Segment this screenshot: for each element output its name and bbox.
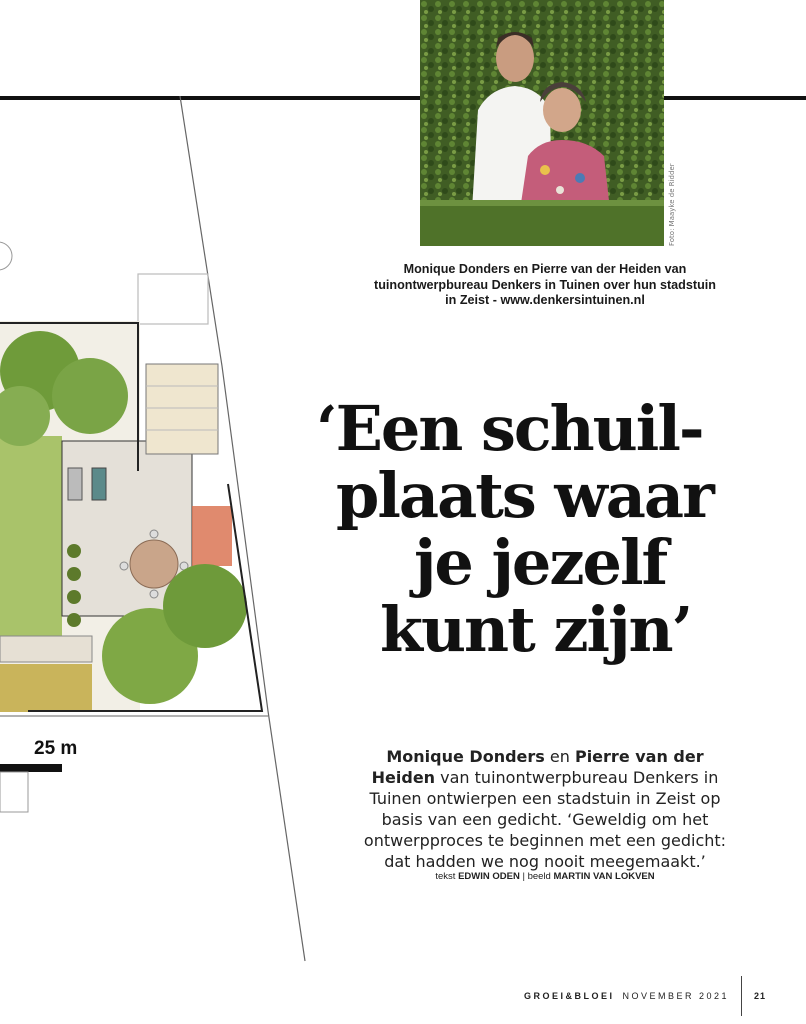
issue-date: NOVEMBER 2021: [622, 991, 729, 1001]
photo-credit: Foto: Maayke de Ridder: [668, 163, 676, 246]
article-intro: [362, 746, 728, 872]
headline-line: plaats waar: [336, 459, 713, 532]
intro-text: van tuinontwerpbureau Denkers in Tuinen ontwierpen een stadstuin in Zeist op basis van een gedicht. ‘Geweldig om het ontwerpproces te beginnen met een gedicht: dat hadden we nog nooit meegemaakt.’: [363, 768, 727, 871]
intro-name-pierre: Pierre van der Heiden: [371, 747, 704, 787]
caption-line: in Zeist - www.denkersintuinen.nl: [445, 293, 645, 307]
caption-line: Monique Donders en Pierre van der Heiden van: [403, 262, 687, 276]
byline-text-author: EDWIN ODEN: [458, 871, 520, 882]
designers-portrait-photo: [420, 0, 664, 246]
headline-line: kunt zijn’: [380, 593, 692, 666]
intro-name-monique: Monique Donders: [386, 747, 545, 766]
caption-line: tuinontwerpbureau Denkers in Tuinen over hun stadstuin: [374, 277, 716, 292]
byline-text-label: tekst: [435, 871, 456, 882]
article-headline: [316, 392, 713, 666]
page-number: 21: [753, 991, 766, 1001]
magazine-name: GROEI&BLOEI: [523, 991, 615, 1001]
footer-divider: [741, 976, 742, 1016]
headline-line: je jezelf: [414, 526, 667, 599]
scale-label: 25 m: [34, 738, 78, 759]
page-footer: [524, 976, 766, 1016]
article-byline: [362, 871, 728, 882]
byline-image-label: beeld: [527, 871, 551, 882]
byline-divider: |: [522, 871, 525, 882]
headline-line: ‘Een schuil-: [316, 392, 703, 465]
photo-caption: [350, 262, 740, 309]
byline-image-author: MARTIN VAN LOKVEN: [553, 871, 655, 882]
garden-plan-illustration: [0, 96, 320, 966]
intro-connector: en: [544, 747, 575, 766]
